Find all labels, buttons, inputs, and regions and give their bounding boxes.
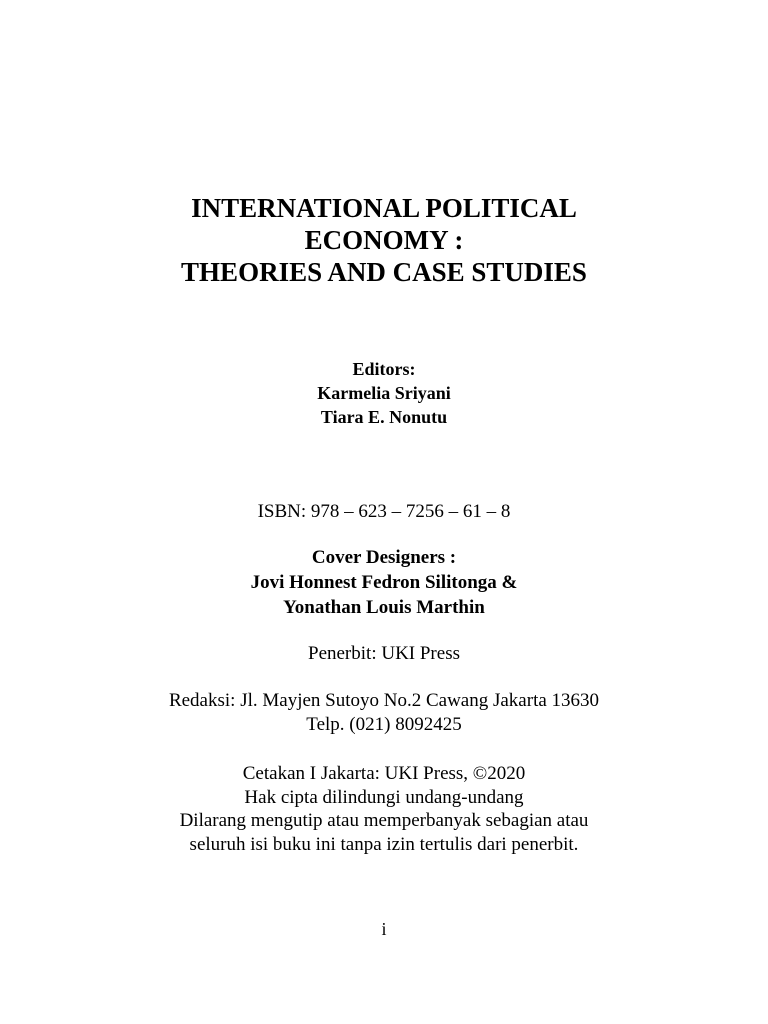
- copyright-section: [0, 762, 768, 856]
- editor-name-1: Karmelia Sriyani: [317, 383, 451, 403]
- cover-designers-line-2: Yonathan Louis Marthin: [283, 597, 485, 618]
- page-number-text: i: [381, 919, 387, 939]
- cover-designers-section: [0, 545, 768, 620]
- editors-label: Editors:: [352, 359, 416, 379]
- copyright-line-1: Cetakan I Jakarta: UKI Press, ©2020: [242, 763, 526, 784]
- address-line-2: Telp. (021) 8092425: [306, 714, 462, 735]
- book-title: [0, 192, 768, 288]
- cover-designers-label: Cover Designers :: [311, 547, 457, 568]
- address-line-1: Redaksi: Jl. Mayjen Sutoyo No.2 Cawang Jakarta 13630: [168, 690, 600, 711]
- copyright-line-2: Hak cipta dilindungi undang-undang: [244, 786, 524, 808]
- page-number: [0, 917, 768, 941]
- cover-designers-line-1: Jovi Honnest Fedron Silitonga &: [250, 572, 518, 593]
- address-section: [0, 689, 768, 737]
- copyright-line-3: Dilarang mengutip atau memperbanyak sebagian atau: [179, 810, 589, 831]
- isbn-text: ISBN: 978 – 623 – 7256 – 61 – 8: [257, 501, 511, 522]
- title-line-2: ECONOMY :: [304, 225, 464, 255]
- title-line-3: THEORIES AND CASE STUDIES: [181, 257, 587, 287]
- editors-section: [0, 357, 768, 429]
- publisher-text: Penerbit: UKI Press: [308, 643, 460, 664]
- copyright-line-4: seluruh isi buku ini tanpa izin tertulis dari penerbit.: [189, 833, 579, 855]
- editor-name-2: Tiara E. Nonutu: [320, 407, 448, 427]
- isbn-section: [0, 500, 768, 524]
- title-line-1: INTERNATIONAL POLITICAL: [191, 193, 577, 223]
- publisher-section: [0, 642, 768, 666]
